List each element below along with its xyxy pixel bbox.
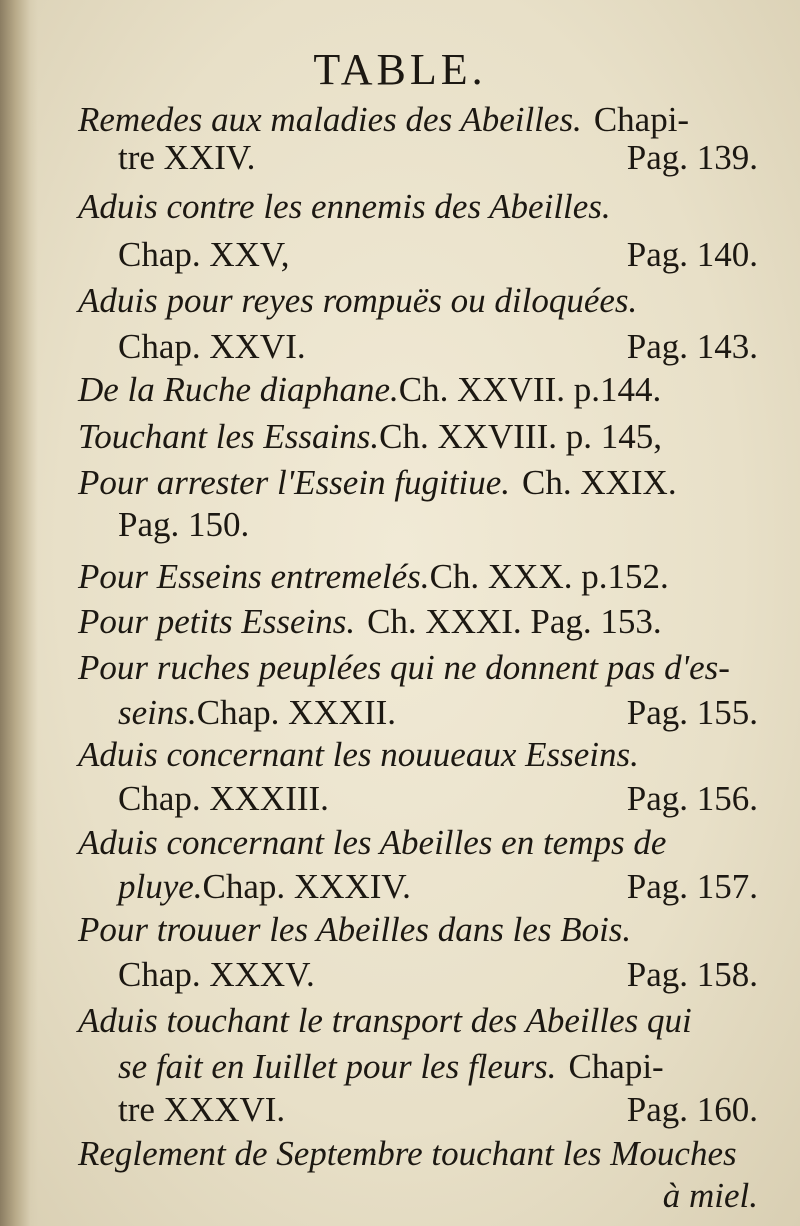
toc-entry-text: seins.	[118, 693, 197, 732]
toc-chapter: Chapi-	[593, 100, 690, 139]
toc-entry-text: Reglement de Septembre touchant les Mouches	[78, 1134, 737, 1173]
toc-line	[118, 231, 758, 279]
toc-page-ref: Pag. 157.	[626, 867, 758, 906]
toc-chapter: Ch. XXIX.	[522, 463, 677, 502]
toc-line	[78, 366, 758, 414]
toc-line	[78, 553, 758, 601]
toc-line	[78, 598, 758, 646]
toc-chapter: tre XXXVI.	[118, 1090, 286, 1129]
toc-chapter: Ch. XXX. p.152.	[429, 557, 669, 596]
toc-page-ref: Pag. 155.	[626, 693, 758, 732]
toc-page-ref: Pag. 143.	[626, 327, 758, 366]
toc-line	[118, 863, 758, 911]
toc-chapter: Chap. XXVI.	[118, 327, 306, 366]
toc-line	[78, 277, 758, 325]
toc-line	[118, 1172, 758, 1220]
toc-chapter: Chap. XXXIII.	[118, 779, 329, 818]
toc-entry-text: Remedes aux maladies des Abeilles.	[78, 100, 582, 139]
toc-entry-text: Pour arrester l'Essein fugitiue.	[78, 463, 510, 502]
toc-page-ref: Pag. 139.	[626, 138, 758, 177]
toc-page-ref: Pag. 160.	[626, 1090, 758, 1129]
toc-line	[118, 1043, 758, 1091]
toc-chapter: Chap. XXXII.	[196, 693, 397, 732]
toc-entry-text: Aduis touchant le transport des Abeilles qui	[78, 1001, 692, 1040]
toc-chapter: Ch. XXXI. Pag. 153.	[367, 602, 662, 641]
toc-line	[118, 134, 758, 182]
toc-entry-text: pluye.	[118, 867, 203, 906]
toc-entry-text: Aduis pour reyes rompuës ou diloquées.	[78, 281, 638, 320]
toc-line	[118, 951, 758, 999]
toc-chapter: tre XXIV.	[118, 138, 256, 177]
toc-line	[78, 413, 758, 461]
toc-page-ref: Pag. 150.	[118, 505, 250, 544]
toc-chapter: Ch. XXVIII. p. 145,	[379, 417, 662, 456]
toc-line	[118, 689, 758, 737]
toc-line	[78, 819, 758, 867]
toc-entry-text: se fait en Iuillet pour les fleurs.	[118, 1047, 557, 1086]
toc-line	[118, 775, 758, 823]
toc-chapter: Chap. XXXV.	[118, 955, 315, 994]
toc-line	[78, 183, 758, 231]
toc-entry-text: Pour trouuer les Abeilles dans les Bois.	[78, 910, 632, 949]
toc-page-ref: Pag. 140.	[626, 235, 758, 274]
toc-chapter: Chap. XXXIV.	[202, 867, 411, 906]
toc-line	[118, 323, 758, 371]
toc-entry-text: Pour petits Esseins.	[78, 602, 356, 641]
toc-entry-text: Pour Esseins entremelés.	[78, 557, 430, 596]
toc-chapter: Chapi-	[568, 1047, 664, 1086]
toc-line	[78, 644, 758, 692]
toc-entry-text: à miel.	[662, 1176, 758, 1215]
toc-line	[78, 1130, 758, 1178]
toc-line	[78, 459, 758, 507]
toc-chapter: Chap. XXV,	[118, 235, 290, 274]
toc-page-ref: Pag. 158.	[626, 955, 758, 994]
toc-chapter: Ch. XXVII. p.144.	[398, 370, 662, 409]
toc-line	[78, 906, 758, 954]
toc-line	[118, 501, 758, 549]
toc-line	[118, 1086, 758, 1134]
toc-entry-text: Touchant les Essains.	[78, 417, 380, 456]
toc-entry-text: Pour ruches peuplées qui ne donnent pas d'es-	[78, 648, 730, 687]
toc-line	[78, 731, 758, 779]
toc-entry-text: De la Ruche diaphane.	[78, 370, 399, 409]
toc-entry-text: Aduis contre les ennemis des Abeilles.	[78, 187, 611, 226]
page-title: TABLE.	[313, 45, 487, 94]
toc-page-ref: Pag. 156.	[626, 779, 758, 818]
toc-entry-text: Aduis concernant les nouueaux Esseins.	[78, 735, 639, 774]
toc-line	[78, 997, 758, 1045]
toc-entry-text: Aduis concernant les Abeilles en temps de	[78, 823, 667, 862]
